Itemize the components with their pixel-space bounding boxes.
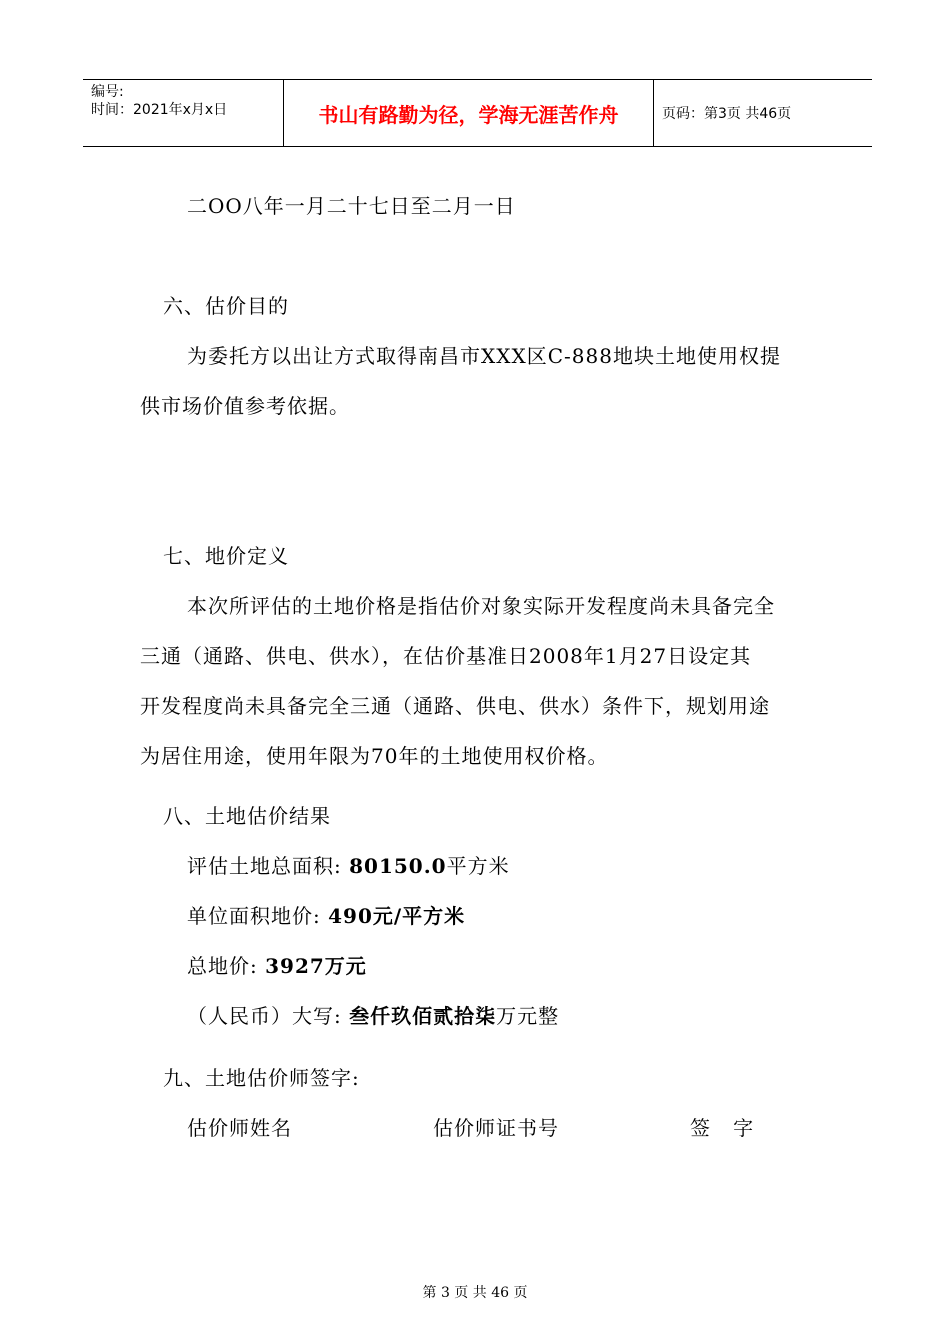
unit-price-label: 单位面积地价: [187,904,321,928]
section-6-paragraph-line: 为委托方以出让方式取得南昌市XXX区C-888地块土地使用权提 [187,344,781,368]
total-price-label: 总地价: [187,954,258,978]
rmb-amount-line [187,1000,559,1029]
rmb-suffix: 万元整 [496,1004,560,1028]
section-7-paragraph-line: 开发程度尚未具备完全三通（通路、供电、供水）条件下，规划用途 [140,694,770,718]
rmb-value: 叁仟玖佰贰拾柒 [349,1004,497,1028]
total-area-unit: 平方米 [446,854,510,878]
date-line: 二OO八年一月二十七日至二月一日 [187,194,516,218]
total-area-line [187,850,510,879]
total-area-value: 80150.0 [349,854,447,878]
header-time: 时间：2021年x月x日 [91,102,228,118]
page-header [83,79,872,147]
total-price-line [187,950,367,979]
column-appraiser-name: 估价师姓名 [187,1116,292,1140]
total-price-value: 3927万元 [265,954,367,978]
section-9-heading: 九、土地估价师签字: [163,1066,360,1090]
section-8-heading: 八、土地估价结果 [163,804,331,828]
section-7-paragraph-line: 三通（通路、供电、供水），在估价基准日2008年1月27日设定其 [140,644,752,668]
header-number: 编号: [91,84,124,100]
column-certificate-number: 估价师证书号 [433,1116,559,1140]
page-footer: 第 3 页 共 46 页 [422,1285,528,1301]
section-6-heading: 六、估价目的 [163,294,289,318]
section-7-paragraph-line: 本次所评估的土地价格是指估价对象实际开发程度尚未具备完全 [187,594,775,618]
rmb-label: （人民币）大写: [187,1004,342,1028]
header-page-info: 页码：第3页 共46页 [662,106,792,122]
section-7-paragraph-line: 为居住用途，使用年限为70年的土地使用权价格。 [140,744,609,768]
column-signature: 签 字 [690,1116,755,1140]
header-meta [83,80,284,146]
total-area-label: 评估土地总面积: [187,854,342,878]
header-motto: 书山有路勤为径，学海无涯苦作舟 [284,80,654,146]
unit-price-value: 490元/平方米 [328,904,466,928]
section-7-heading: 七、地价定义 [163,544,289,568]
section-6-paragraph-line: 供市场价值参考依据。 [140,394,350,418]
unit-price-line [187,900,465,929]
